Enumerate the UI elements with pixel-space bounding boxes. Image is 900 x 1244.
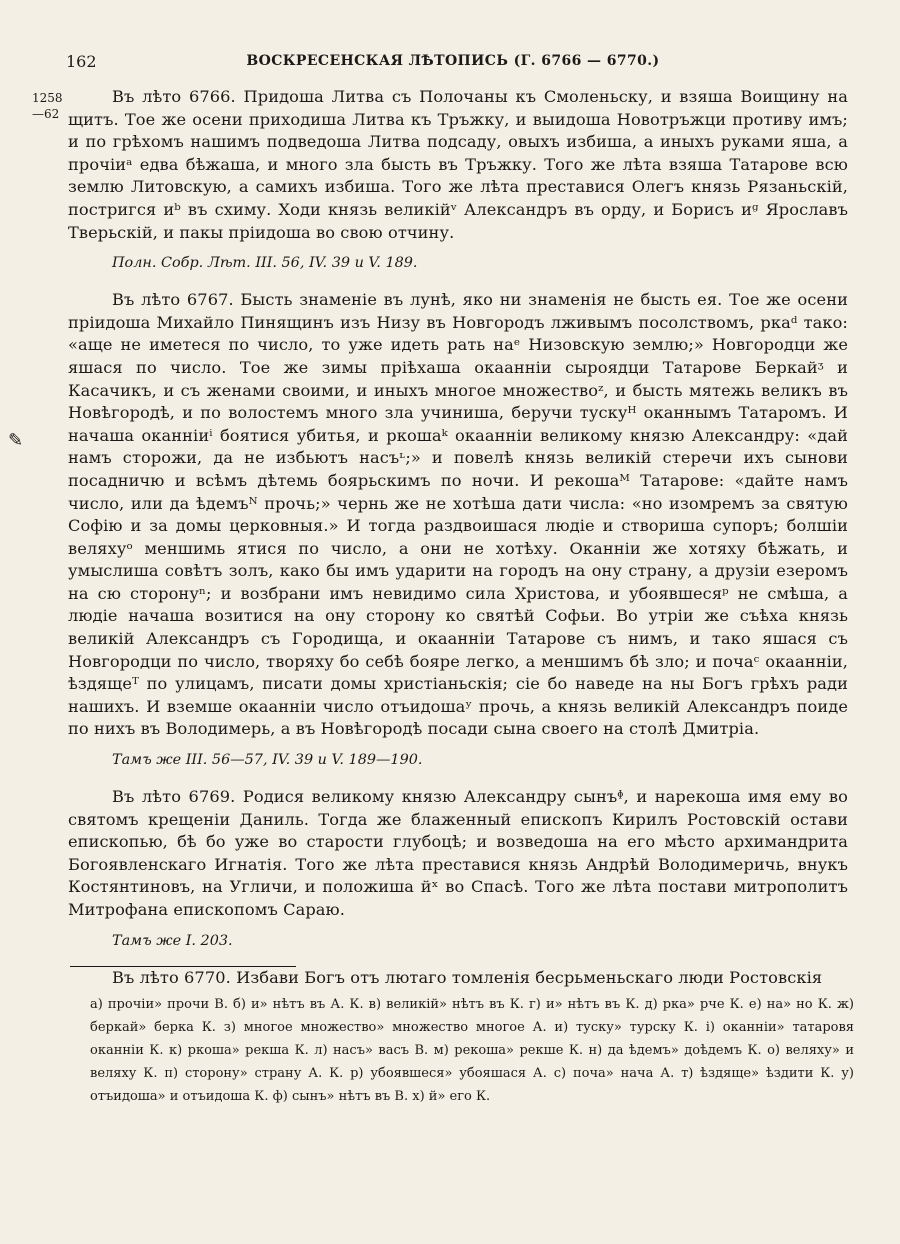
entry-text: Въ лѣто 6767. Бысть знаменіе въ лунѣ, яко ни знаменія не бысть ея. Тое же осени пріидоша Михайло Пинящинъ изъ Низу въ Новгородъ лживымъ посолствомъ, ркаᵈ тако: «аще не иметеся по число, то уже идеть рать наᵉ Низовскую землю;» Новгородци же яшася по число. Тое же зимы пріѣхаша окаанніи сыроядци Татарове Беркайᶾ и Касачикъ, и съ женами своими, и иныхъ многое множествоᶻ, и бысть мятежь великъ въ Новѣгородѣ, и по волостемъ много зла учиниша, беручи тускуᴴ оканнымъ Татаромъ. И начаша оканніиⁱ боятися убитья, и ркошаᵏ окаанніи великому князю Александру: «дай намъ сторожи, да не избьютъ насъᶫ;» и повелѣ князь великій стеречи ихъ сынови посадничю и всѣмъ дѣтемь боярьскимъ по ночи. И рекошаᴹ Татарове: «дайте намъ число, или да ѣдемъᴺ прочь;» чернь же не хотѣша дати числа: «но изомремъ за святую Софію и за домы церковныя.» И тогда раздвоишася людіе и створиша супоръ; болшіи веляхуᵒ меншимь ятися по число, а они не хотѣху. Оканніи же хотяху бѣжать, и умыслиша совѣтъ золъ, како бы имъ ударити на городъ на ону страну, а друзіи езеромъ на сю сторонуⁿ; и возбрани имъ невидимо сила Христова, и убоявшесяᵖ не смѣша, а людіе начаша возитися на ону сторону ко святѣй Софьи. Во утріи же съѣха князь великій Александръ съ Городища, и окаанніи Татарове съ нимъ, и тако яшася съ Новгородци по число, творяху бо себѣ бояре легко, а меншимъ бѣ зло; и почаᶜ окаанніи, ѣздящеᵀ по улицамъ, писати домы христіаньскія; сіе бо наведе на ны Богъ грѣхъ ради нашихъ. И вземше окаанніи число отъидошаʸ прочь, а князь великій Александръ поиде по нихъ въ Володимерь, а въ Новѣгородѣ посади сына своего на столѣ Дмитріа. [68,290,848,739]
page-header [66,52,840,74]
page-number: 162 [66,52,97,71]
footnote-divider [70,966,296,967]
entry-6769 [68,786,848,951]
entry-text: Въ лѣто 6769. Родися великому князю Александру сынъᶲ, и нарекоша имя ему во святомъ крещеніи Даниль. Тогда же блаженный епископъ Кирилъ Ростовскій остави епископью, бѣ бо уже во старости глубоцѣ; и возведоша на его мѣсто архимандрита Богоявленскаго Игнатія. Того же лѣта преставися князь Андрѣй Володимеричь, внукъ Костянтиновъ, на Угличи, и положиша йˣ во Спасѣ. Того же лѣта постави митрополитъ Митрофана епископомъ Сараю. [68,787,848,919]
entry-text: Въ лѣто 6766. Придоша Литва съ Полочаны къ Смоленьску, и взяша Воищину на щитъ. Тое же осени приходиша Литва къ Тръжку, и выидоша Новотръжци противу имъ; и по грѣхомъ нашимъ подведоша Литва подсаду, овыхъ избиша, а иныхъ руками яша, а прочіиᵃ едва бѣжаша, и много зла бысть въ Тръжку. Того же лѣта взяша Татарове всю землю Литовскую, а самихъ избиша. Того же лѣта преставися Олегъ князь Рязаньскій, постригся иᵇ въ схиму. Ходи князь великійᵛ Александръ въ орду, и Борисъ иᵍ Ярославъ Тверьскій, и пакы пріидоша во свою отчину. [68,87,848,242]
margin-year-text: 1258 —62 [32,91,63,121]
entry-source: Тамъ же I. 203. [112,932,233,949]
entry-6766 [68,86,848,273]
entry-text: Въ лѣто 6770. Избави Богъ отъ лютаго томленія бесрьменьскаго люди Ростовскія [112,967,823,987]
entry-6767 [68,289,848,770]
margin-year-range [32,90,63,122]
margin-pointer-mark [8,430,23,451]
entry-6770 [68,967,848,990]
chronicle-text [68,86,848,989]
footnotes: а) прочіи» прочи В. б) и» нѣтъ въ А. К. в) великій» нѣтъ въ К. г) и» нѣтъ въ К. д) рка» рче К. е) на» но К. ж) беркай» берка К. з) многое множество» множество многое А. и) туску» турску К. і) оканніи» татаровя оканніи К. к) ркоша» рекша К. л) насъ» васъ В. м) рекоша» рекше К. н) да ѣдемъ» доѣдемъ К. о) веляху» и веляху К. п) сторону» страну А. К. р) убоявшеся» убояшася А. с) поча» нача А. т) ѣздяще» ѣздити К. у) отъидоша» и отъидоша К. ф) сынъ» нѣтъ въ В. х) й» его К. [90,997,854,1104]
entry-source: Полн. Собр. Лѣт. III. 56, IV. 39 и V. 189. [112,255,418,272]
entry-source: Тамъ же III. 56—57, IV. 39 и V. 189—190. [112,752,423,769]
pointer-icon: ✎ [8,430,24,451]
running-title: ВОСКРЕСЕНСКАЯ ЛѢТОПИСЬ (Г. 6766 — 6770.) [246,53,660,69]
